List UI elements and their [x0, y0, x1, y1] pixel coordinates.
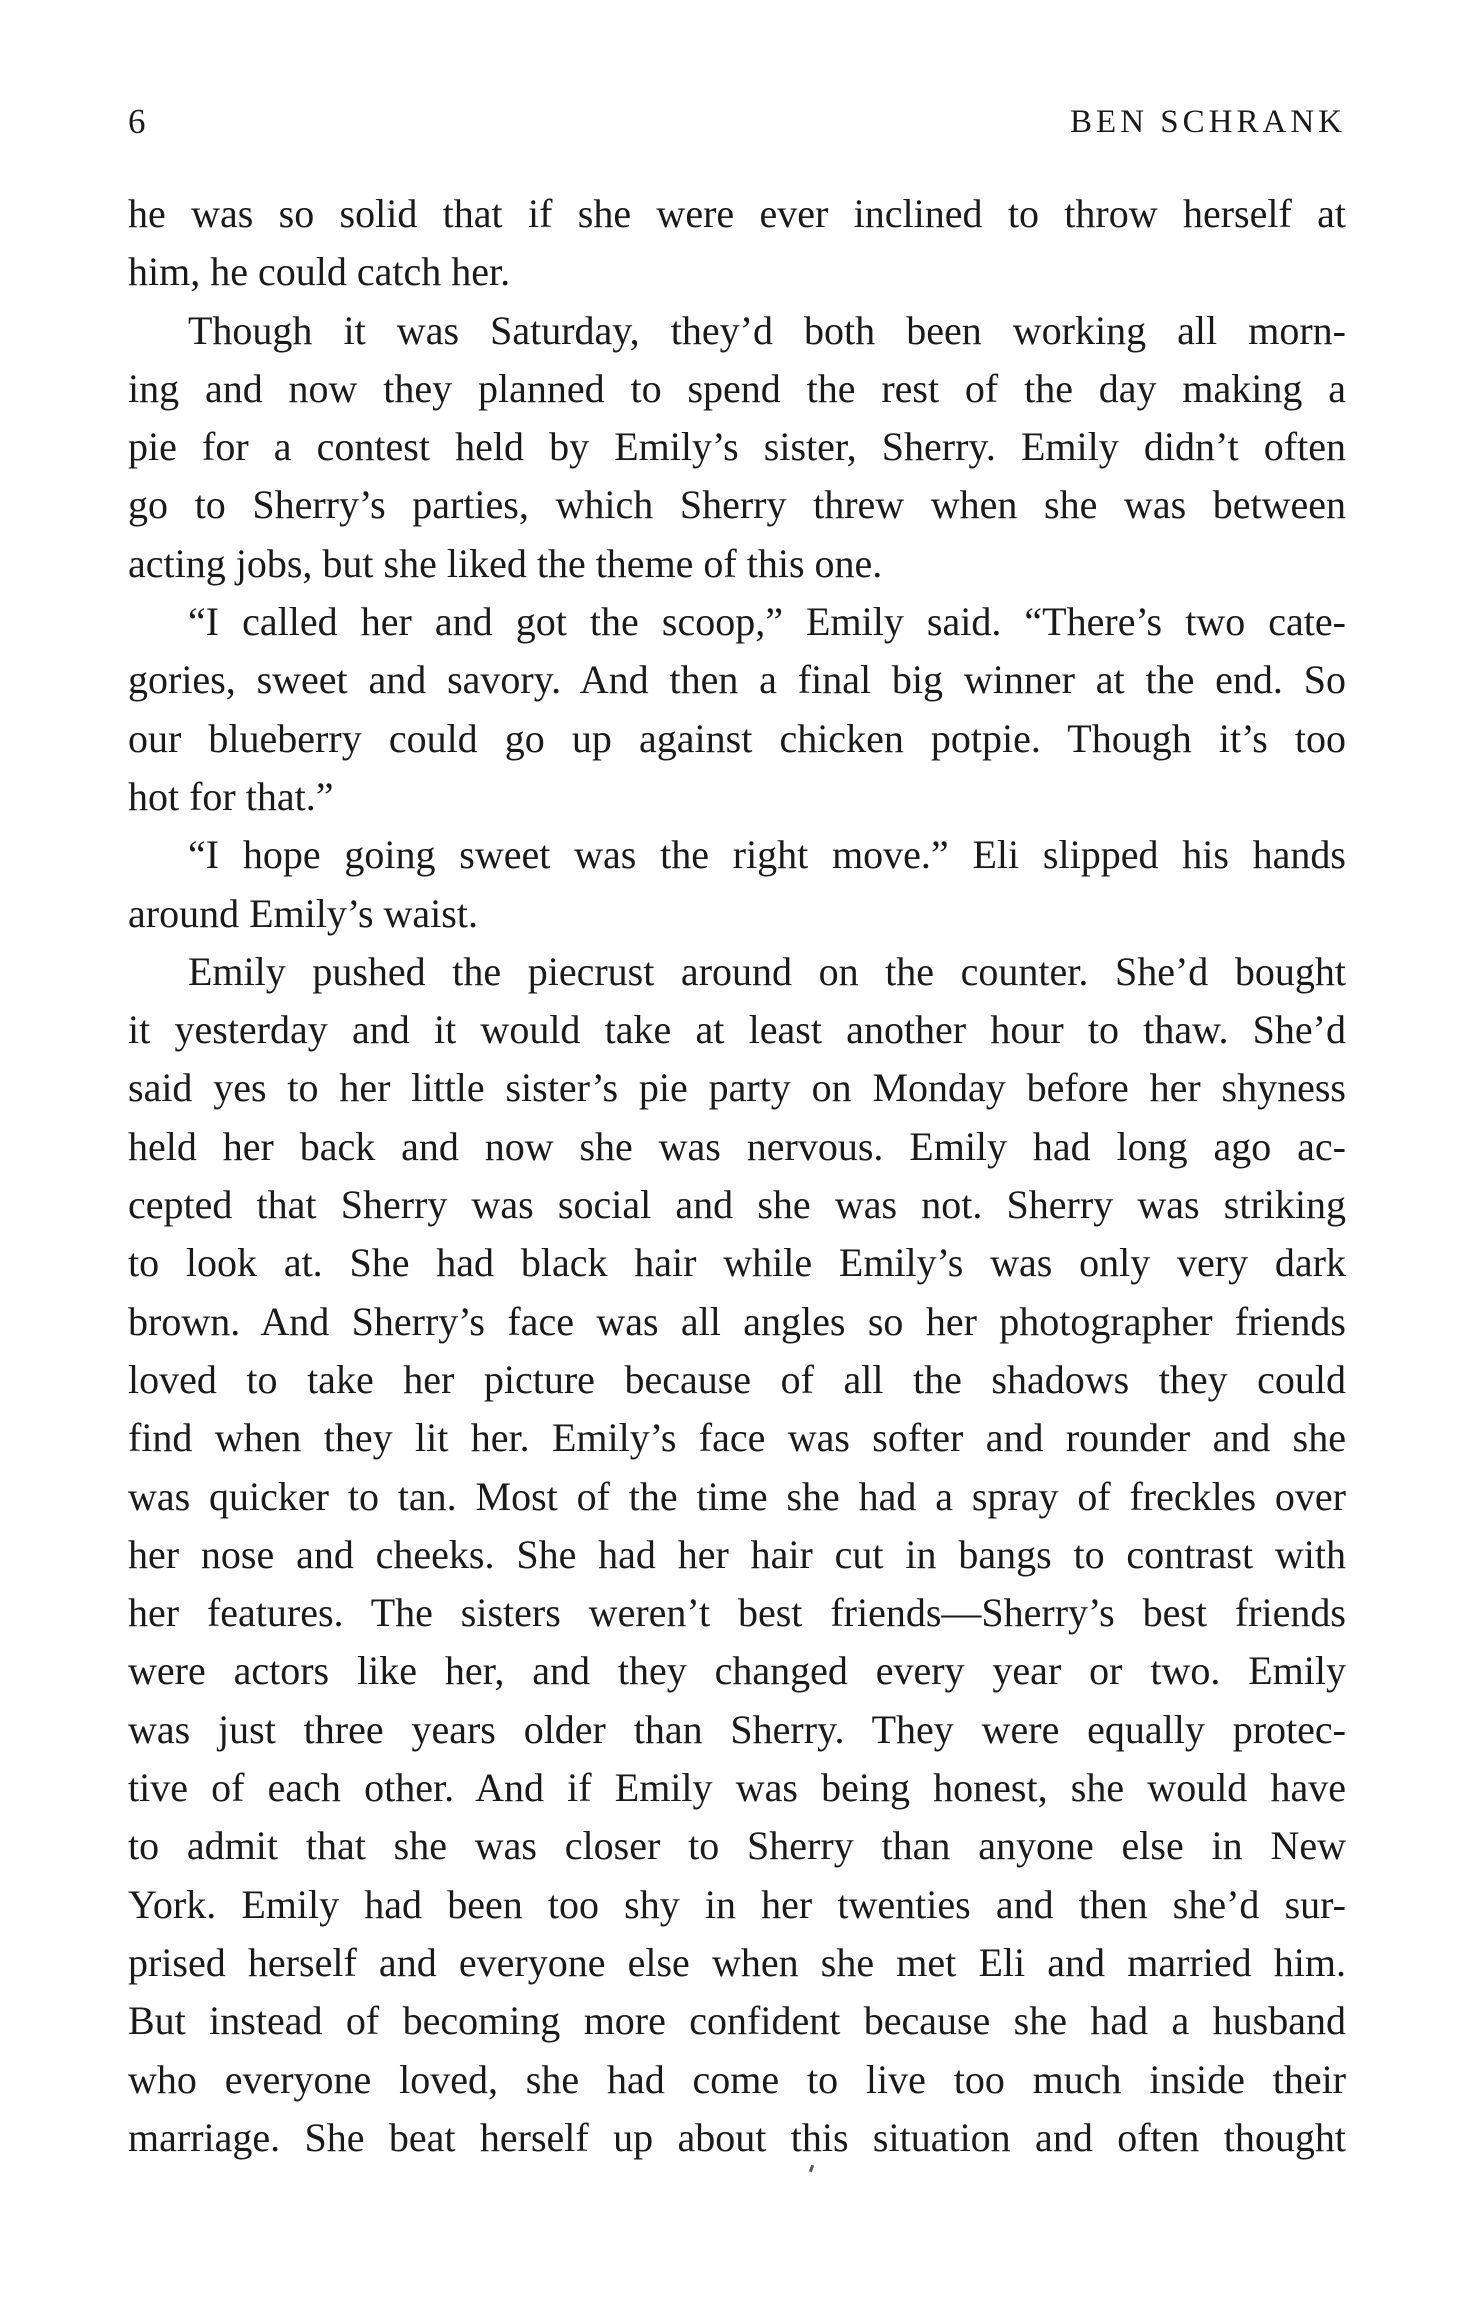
text-line: ing and now they planned to spend the rest of the day making a — [128, 365, 1346, 411]
text-line: But instead of becoming more confident because she had a husband — [128, 1998, 1346, 2044]
text-line: to admit that she was closer to Sherry than anyone else in New — [128, 1823, 1346, 1869]
text-line: held her back and now she was nervous. Emily had long ago ac- — [128, 1123, 1346, 1169]
text-line: hot for that.” — [128, 773, 334, 819]
text-line: “I hope going sweet was the right move.” Eli slipped his hands — [188, 832, 1346, 878]
text-line: around Emily’s waist. — [128, 890, 478, 936]
text-line: Though it was Saturday, they’d both been working all morn- — [188, 307, 1346, 353]
text-line: her features. The sisters weren’t best friends—Sherry’s best friends — [128, 1590, 1346, 1636]
text-line: pie for a contest held by Emily’s sister, Sherry. Emily didn’t often — [128, 424, 1346, 470]
text-line: him, he could catch her. — [128, 249, 511, 295]
text-line: were actors like her, and they changed every year or two. Emily — [128, 1648, 1346, 1694]
running-head — [128, 100, 1346, 144]
text-line: he was so solid that if she were ever inclined to throw herself at — [128, 191, 1346, 236]
scan-speck — [809, 2165, 814, 2173]
text-line: marriage. She beat herself up about this situation and often thought — [128, 2114, 1346, 2160]
text-line: to look at. She had black hair while Emily’s was only very dark — [128, 1240, 1346, 1286]
text-line: loved to take her picture because of all the shadows they could — [128, 1356, 1346, 1402]
text-line: our blueberry could go up against chicken potpie. Though it’s too — [128, 715, 1346, 761]
text-line: was just three years older than Sherry. They were equally protec- — [128, 1706, 1346, 1752]
text-line: tive of each other. And if Emily was being honest, she would have — [128, 1765, 1346, 1811]
text-line: prised herself and everyone else when she met Eli and married him. — [128, 1939, 1346, 1985]
page-number: 6 — [128, 102, 146, 141]
body-text — [128, 185, 1346, 2167]
text-line: acting jobs, but she liked the theme of this one. — [128, 540, 883, 586]
text-line: Emily pushed the piecrust around on the counter. She’d bought — [188, 948, 1346, 994]
text-line: was quicker to tan. Most of the time she had a spray of freckles over — [128, 1473, 1346, 1519]
text-line: her nose and cheeks. She had her hair cut in bangs to contrast with — [128, 1531, 1346, 1577]
text-line: said yes to her little sister’s pie party on Monday before her shyness — [128, 1065, 1346, 1111]
text-line: go to Sherry’s parties, which Sherry threw when she was between — [128, 482, 1346, 528]
text-line: cepted that Sherry was social and she was not. Sherry was striking — [128, 1182, 1346, 1228]
text-line: it yesterday and it would take at least another hour to thaw. She’d — [128, 1007, 1346, 1053]
text-line: who everyone loved, she had come to live too much inside their — [128, 2056, 1346, 2102]
text-line: brown. And Sherry’s face was all angles so her photographer friends — [128, 1298, 1346, 1344]
text-line: York. Emily had been too shy in her twenties and then she’d sur- — [128, 1881, 1346, 1927]
text-line: “I called her and got the scoop,” Emily said. “There’s two cate- — [188, 599, 1346, 645]
text-line: gories, sweet and savory. And then a final big winner at the end. So — [128, 657, 1346, 703]
text-line: find when they lit her. Emily’s face was softer and rounder and she — [128, 1415, 1346, 1461]
running-head-author: BEN SCHRANK — [1070, 104, 1346, 140]
